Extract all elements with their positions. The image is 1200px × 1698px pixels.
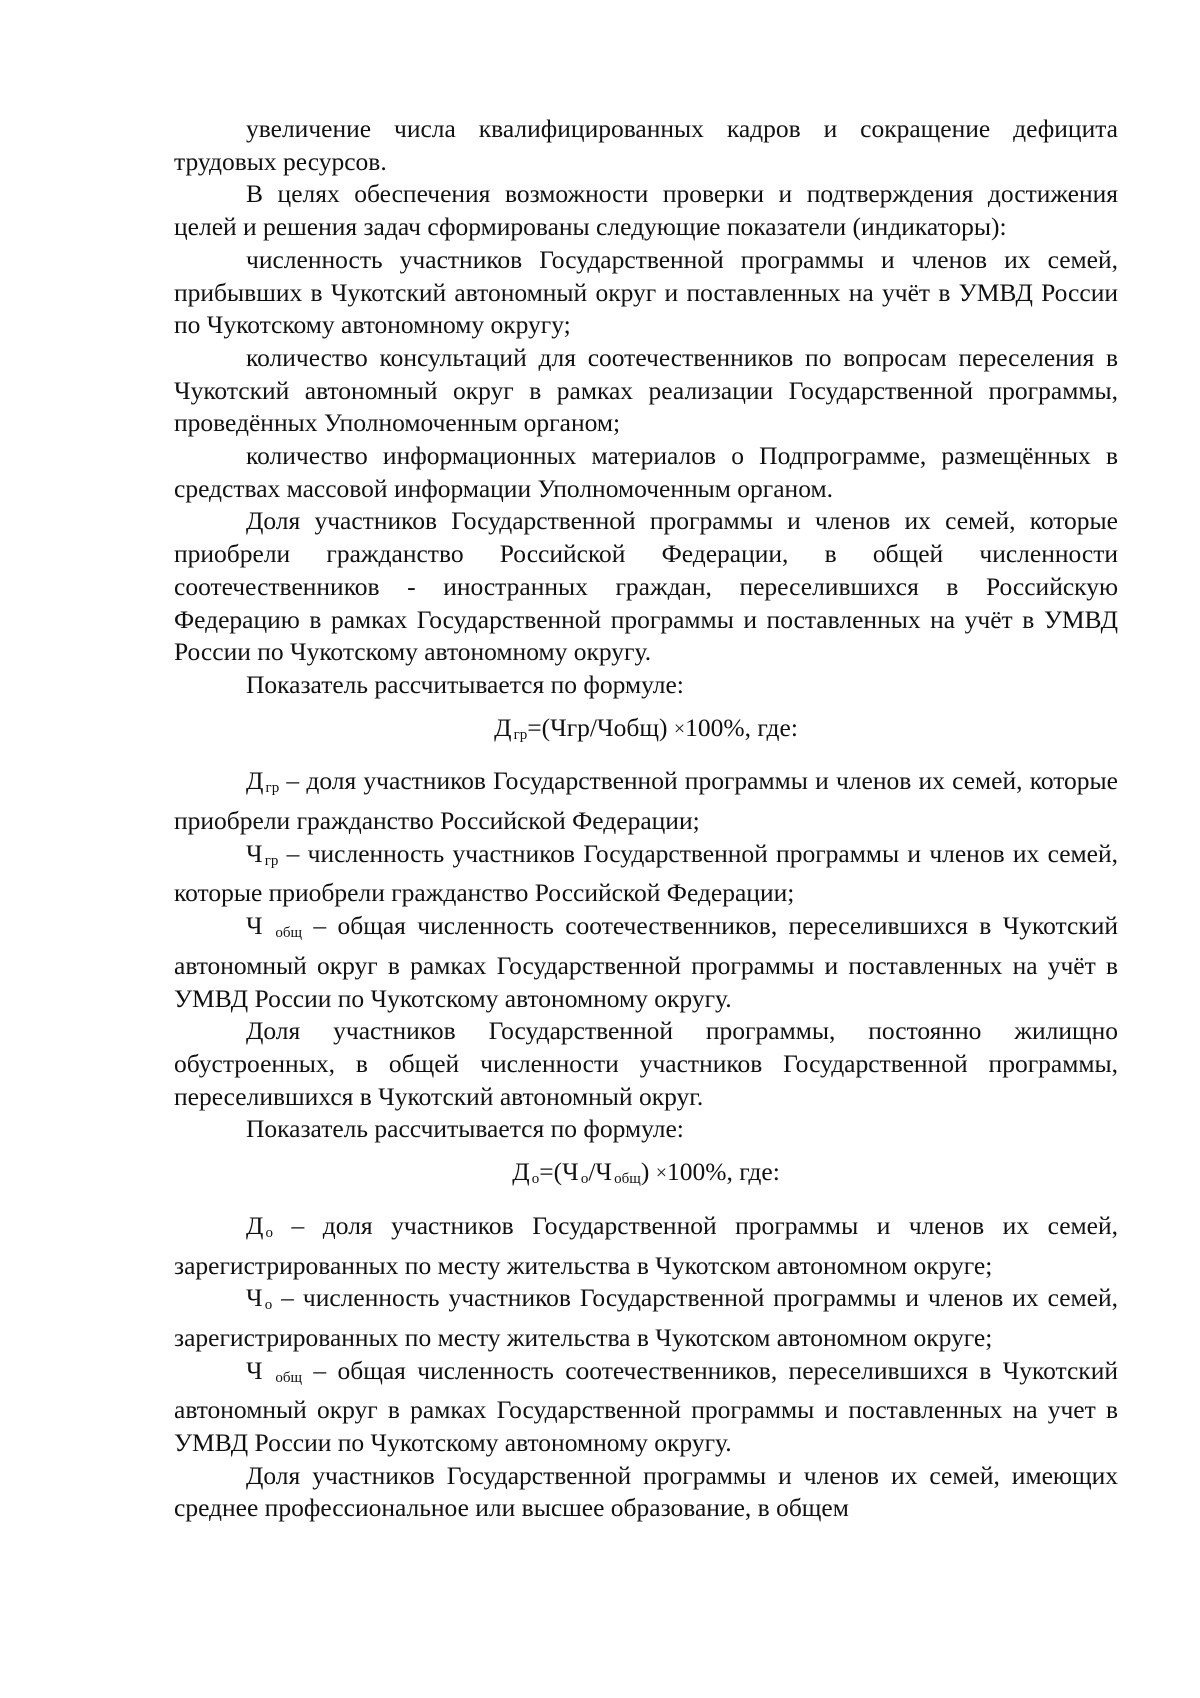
multiply-sign: × (673, 717, 686, 740)
paragraph-3: численность участников Государственной программы и членов их семей, прибывших в Чукотский автономный округ и поставленных на учёт в УМВД России по Чукотскому автономному округу; (174, 244, 1118, 340)
paragraph-7: Показатель рассчитывается по формуле: (246, 669, 684, 699)
multiply-sign: × (655, 1162, 667, 1185)
definition-d-gr: Д $_{гр}$ – доля участников Государственной программы и членов их семей, которые приобрели гражданство Российской Федерации; (174, 766, 1118, 836)
paragraph-9: Показатель рассчитывается по формуле: (246, 1114, 684, 1144)
paragraph-8: Доля участников Государственной программы, постоянно жилищно обустроенных, в общей численности участников Государственной программы, переселившихся в Чукотский автономный округ. (174, 1016, 1118, 1111)
paragraph-10: Доля участников Государственной программы и членов их семей, имеющих среднее профессиональное или высшее образование, в общем (174, 1460, 1118, 1523)
paragraph-5: количество информационных материалов о Подпрограмме, размещённых в средствах массовой информации Уполномоченным органом. (174, 441, 1118, 503)
paragraph-2: В целях обеспечения возможности проверки и подтверждения достижения целей и решения задач сформированы следующие показатели (индикаторы): (174, 179, 1118, 242)
formula-housing-share: Д $_о$=(Ч $_о$/Ч $_{общ}$) ×100%, где: (512, 1157, 780, 1188)
definition-ch-obshch: Ч $_{общ}$ – общая численность соотечественников, переселившихся в Чукотский автономный округ в рамках Государственной программы и поставленных на учёт в УМВД России по Чукотскому автономному округу. (174, 911, 1118, 1013)
paragraph-6: Доля участников Государственной программы и членов их семей, которые приобрели гражданство Российской Федерации, в общей численности соотечественников - иностранных граждан, переселившихся в Российскую Федерацию в рамках Государственной программы и поставленных на учёт в УМВД России по Чукотскому автономному округу. (174, 506, 1118, 667)
definition-ch-obshch-2: Ч $_{общ}$ – общая численность соотечественников, переселившихся в Чукотский автономный округ в рамках Государственной программы и поставленных на учет в УМВД России по Чукотскому автономному округу. (174, 1355, 1118, 1458)
document-page (174, 113, 1118, 1525)
paragraph-1: увеличение числа квалифицированных кадров и сокращение дефицита трудовых ресурсов. (174, 114, 1118, 176)
definition-d-o: Д $_о$ – доля участников Государственной программы и членов их семей, зарегистрированных по месту жительства в Чукотском автономном округе; (174, 1210, 1118, 1280)
definition-ch-o: Ч $_о$ – численность участников Государственной программы и членов их семей, зарегистрированных по месту жительства в Чукотском автономном округе; (174, 1283, 1118, 1352)
formula-citizenship-share: Д $_{гр}$=(Чгр/Чобщ) ×100%, где: (494, 712, 798, 743)
paragraph-4: количество консультаций для соотечественников по вопросам переселения в Чукотский автономный округ в рамках реализации Государственной программы, проведённых Уполномоченным органом; (174, 342, 1118, 438)
definition-ch-gr: Ч $_{гр}$ – численность участников Государственной программы и членов их семей, которые приобрели гражданство Российской Федерации; (174, 838, 1118, 908)
